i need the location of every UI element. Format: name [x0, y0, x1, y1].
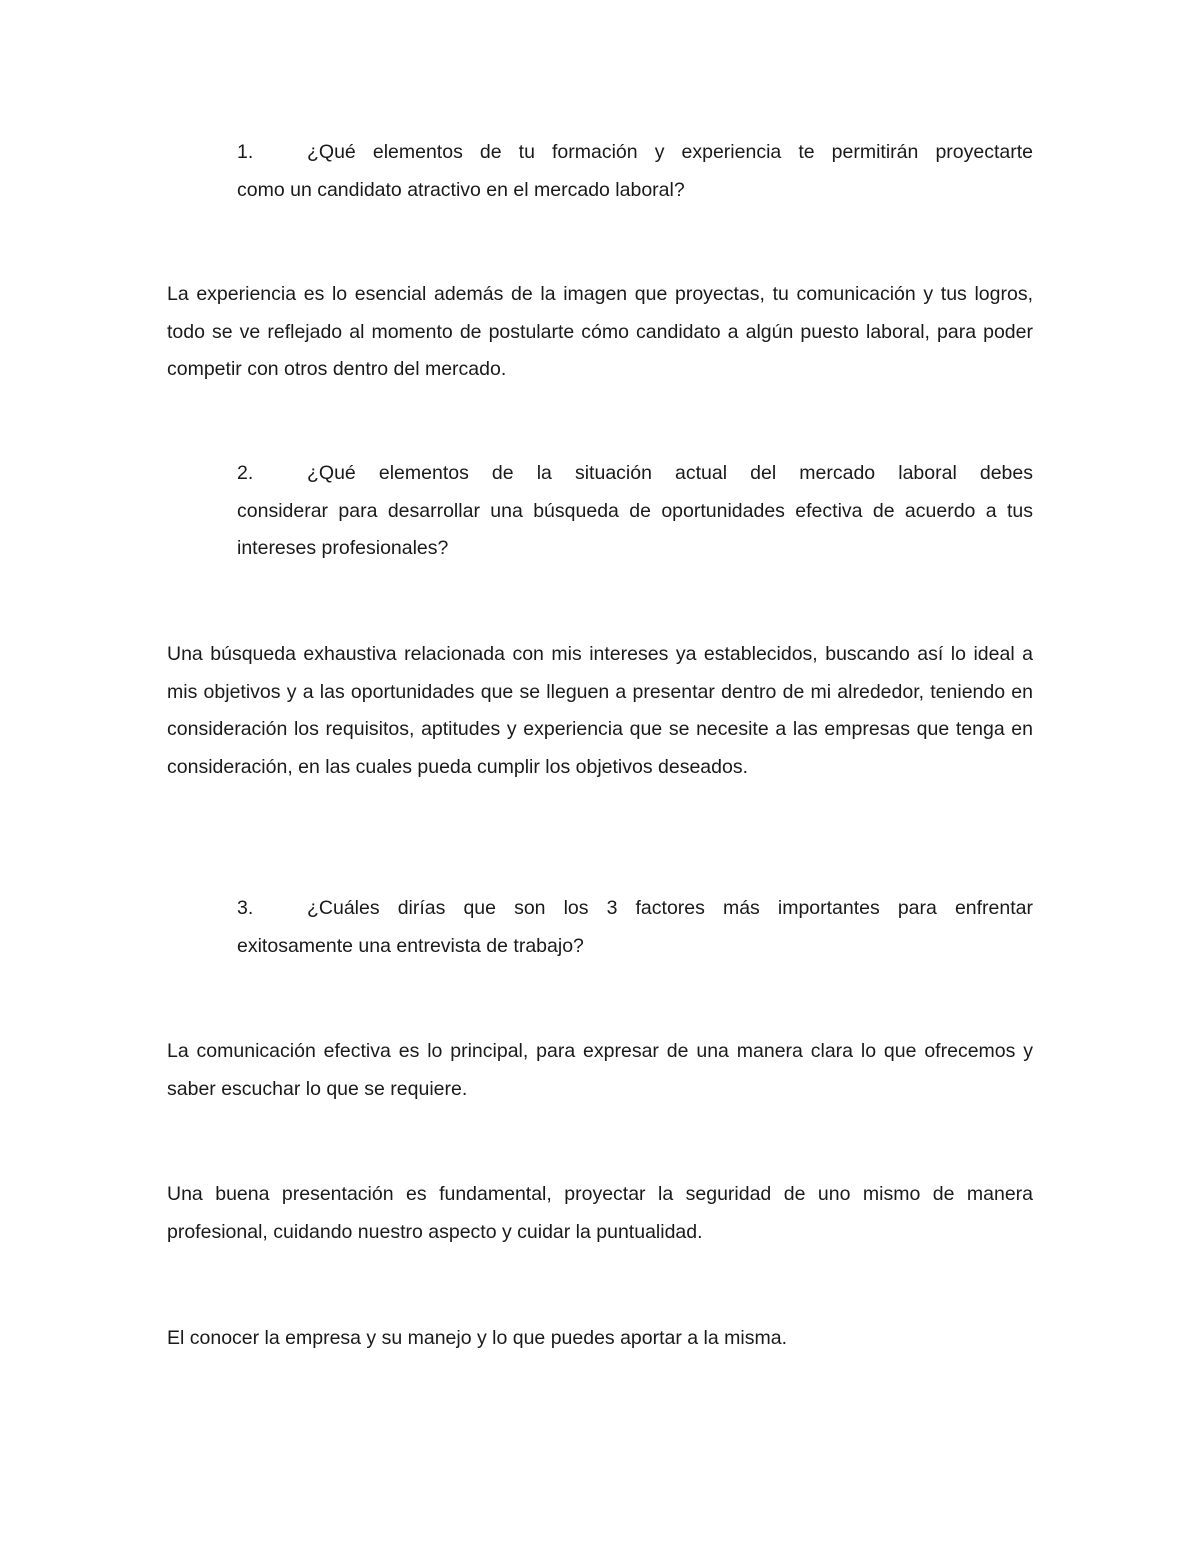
question-1-first-line	[237, 134, 1033, 172]
question-2-first-line	[237, 455, 1033, 493]
question-2-first-line-text: ¿Qué elementos de la situación actual del mercado laboral debes	[307, 462, 1033, 484]
question-1-first-line-text: ¿Qué elementos de tu formación y experiencia te permitirán proyectarte	[307, 141, 1033, 163]
question-3-text: exitosamente una entrevista de trabajo?	[237, 934, 584, 957]
question-1	[237, 134, 1033, 209]
question-3-first-line-text: ¿Cuáles dirías que son los 3 factores más importantes para enfrentar	[307, 897, 1033, 919]
question-1-text: como un candidato atractivo en el mercado laboral?	[237, 178, 685, 201]
answer-3: La comunicación efectiva es lo principal, para expresar de una manera clara lo que ofrecemos y saber escuchar lo que se requiere.	[167, 1040, 1033, 1100]
answer-1: La experiencia es lo esencial además de la imagen que proyectas, tu comunicación y tus logros, todo se ve reflejado al momento de postularte cómo candidato a algún puesto laboral, para poder competir con otros dentro del mercado.	[167, 283, 1033, 380]
question-2	[237, 455, 1033, 568]
answer-2: Una búsqueda exhaustiva relacionada con mis intereses ya establecidos, buscando así lo ideal a mis objetivos y a las oportunidades que se lleguen a presentar dentro de mi alrededor, teniendo en consideración los requisitos, aptitudes y experiencia que se necesite a las empresas que tenga en consideración, en las cuales pueda cumplir los objetivos deseados.	[167, 643, 1033, 778]
question-2-text: considerar para desarrollar una búsqueda de oportunidades efectiva de acuerdo a tus intereses profesionales?	[237, 499, 1033, 559]
question-3-number: 3.	[237, 897, 254, 919]
question-3	[237, 890, 1033, 965]
question-3-first-line	[237, 890, 1033, 928]
answer-5: El conocer la empresa y su manejo y lo que puedes aportar a la misma.	[167, 1327, 787, 1349]
question-2-number: 2.	[237, 462, 254, 484]
answer-4: Una buena presentación es fundamental, proyectar la seguridad de uno mismo de manera profesional, cuidando nuestro aspecto y cuidar la puntualidad.	[167, 1183, 1033, 1243]
question-1-number: 1.	[237, 141, 254, 163]
